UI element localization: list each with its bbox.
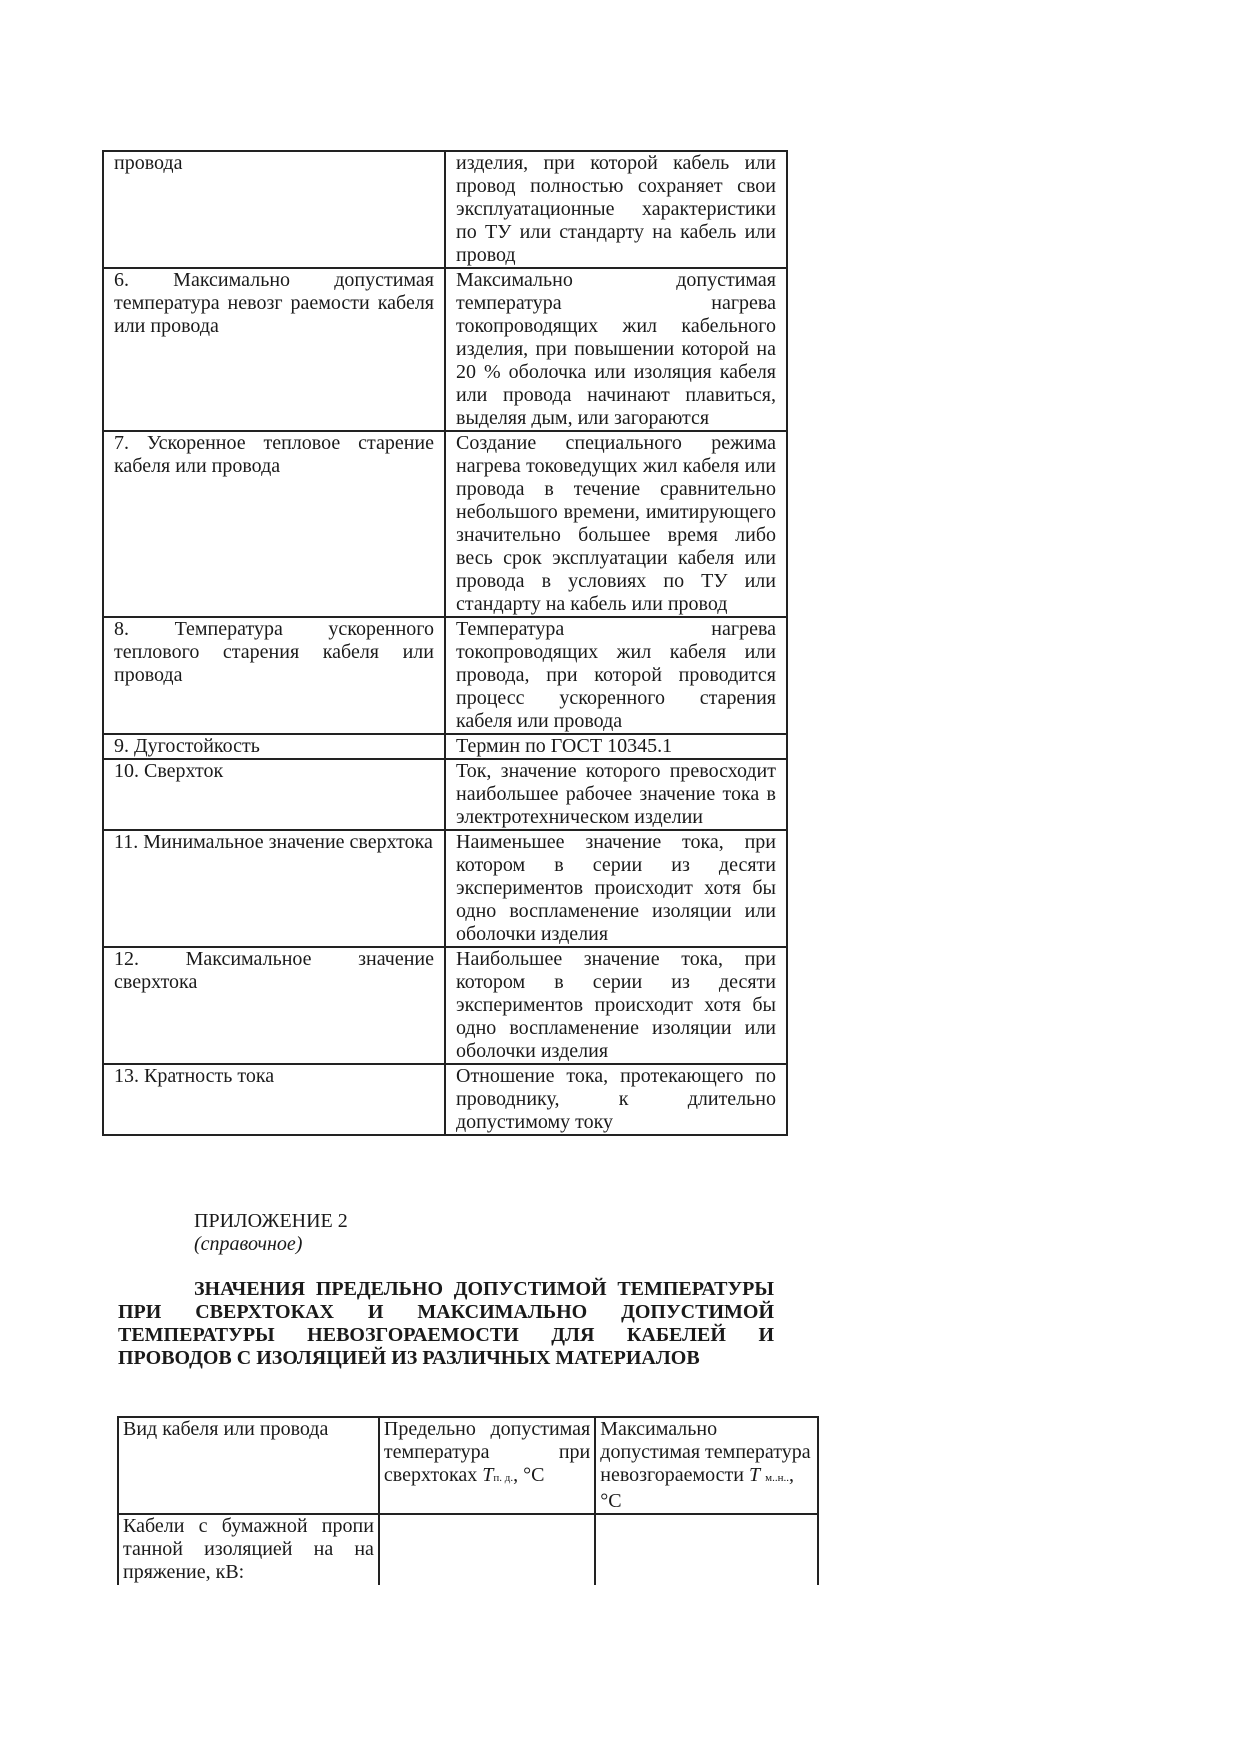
- row-overcurrent-temp: [379, 1514, 595, 1585]
- definition-cell: изделия, при которой кабель или провод полностью сохраняет свои эксплуатационные характеристики по ТУ или стандарту на кабель или провод: [445, 151, 787, 268]
- header-overcurrent-temp: [379, 1417, 595, 1514]
- definition-cell: Ток, значение которого превосходит наибольшее рабочее значение тока в электротехническом изделии: [445, 759, 787, 830]
- definition-cell: Максимально допустимая температура нагрева токопроводящих жил кабельного изделия, при повышении которой на 20 % оболочка или изоляция кабеля или провода начинают плавиться, выделяя дым, или загораются: [445, 268, 787, 431]
- header-flame-temp-unit: , °C: [600, 1464, 794, 1512]
- term-row: [103, 268, 787, 431]
- temperature-table-row: [118, 1514, 818, 1585]
- header-flame-temp: [595, 1417, 818, 1514]
- term-cell: 10. Сверхток: [103, 759, 445, 830]
- term-row: [103, 947, 787, 1064]
- term-row: [103, 1064, 787, 1135]
- term-row: [103, 830, 787, 947]
- term-cell: 11. Минимальное значение сверхтока: [103, 830, 445, 947]
- term-cell: 6. Максимально допустимая температура невозг раемости кабеля или провода: [103, 268, 445, 431]
- term-row: [103, 431, 787, 617]
- term-cell: 13. Кратность тока: [103, 1064, 445, 1135]
- term-cell: 7. Ускоренное тепловое старение кабеля или провода: [103, 431, 445, 617]
- term-cell: 12. Максимальное значение сверхтока: [103, 947, 445, 1064]
- temperature-table: [117, 1416, 819, 1585]
- terms-table: [102, 150, 788, 1136]
- definition-cell: Температура нагрева токопроводящих жил кабеля или провода, при которой проводится процесс ускоренного старения кабеля или провода: [445, 617, 787, 734]
- header-cable-type: Вид кабеля или провода: [118, 1417, 379, 1514]
- header-overcurrent-temp-text: Предельно допустимая температура при сверхтоках: [383, 1418, 591, 1486]
- definition-cell: Термин по ГОСТ 10345.1: [445, 734, 787, 759]
- temperature-table-header: [118, 1417, 818, 1514]
- row-flame-temp: [595, 1514, 818, 1585]
- appendix-title: ЗНАЧЕНИЯ ПРЕДЕЛЬНО ДОПУСТИМОЙ ТЕМПЕРАТУРЫ ПРИ СВЕРХТОКАХ И МАКСИМАЛЬНО ДОПУСТИМОЙ ТЕМПЕРАТУРЫ НЕВОЗГОРАЕМОСТИ ДЛЯ КАБЕЛЕЙ И ПРОВОДОВ С ИЗОЛЯЦИЕЙ ИЗ РАЗЛИЧНЫХ МАТЕРИАЛОВ: [118, 1278, 774, 1369]
- term-row: [103, 759, 787, 830]
- header-overcurrent-temp-subscript: п. д.: [493, 1472, 514, 1484]
- appendix-header: [194, 1210, 348, 1256]
- terms-table-body: [103, 151, 787, 1135]
- row-cable-type: Кабели с бумажной пропи танной изоляцией на на пряжение, кВ:: [118, 1514, 379, 1585]
- definition-cell: Наименьшее значение тока, при котором в серии из десяти экспериментов происходит хотя бы одно воспламенение изоляции или оболочки изделия: [445, 830, 787, 947]
- header-flame-temp-symbol: T: [749, 1464, 761, 1486]
- term-row: [103, 617, 787, 734]
- header-overcurrent-temp-unit: , °C: [513, 1464, 545, 1486]
- definition-cell: Наибольшее значение тока, при котором в серии из десяти экспериментов происходит хотя бы одно воспламенение изоляции или оболочки изделия: [445, 947, 787, 1064]
- term-cell: провода: [103, 151, 445, 268]
- appendix-label: ПРИЛОЖЕНИЕ 2: [194, 1210, 348, 1232]
- appendix-note: (справочное): [194, 1233, 303, 1255]
- header-flame-temp-text: Максимально допустимая температура невозгораемости: [600, 1418, 811, 1486]
- term-row: [103, 151, 787, 268]
- term-row: [103, 734, 787, 759]
- header-overcurrent-temp-symbol: T: [482, 1464, 494, 1486]
- definition-cell: Создание специального режима нагрева токоведущих жил кабеля или провода в течение сравнительно небольшого времени, имитирующего значительно большее время либо весь срок эксплуатации кабеля или провода в условиях по ТУ или стандарту на кабель или провод: [445, 431, 787, 617]
- term-cell: 8. Температура ускоренного теплового старения кабеля или провода: [103, 617, 445, 734]
- term-cell: 9. Дугостойкость: [103, 734, 445, 759]
- header-flame-temp-subscript: м..н..: [765, 1472, 789, 1484]
- definition-cell: Отношение тока, протекающего по проводнику, к длительно допустимому току: [445, 1064, 787, 1135]
